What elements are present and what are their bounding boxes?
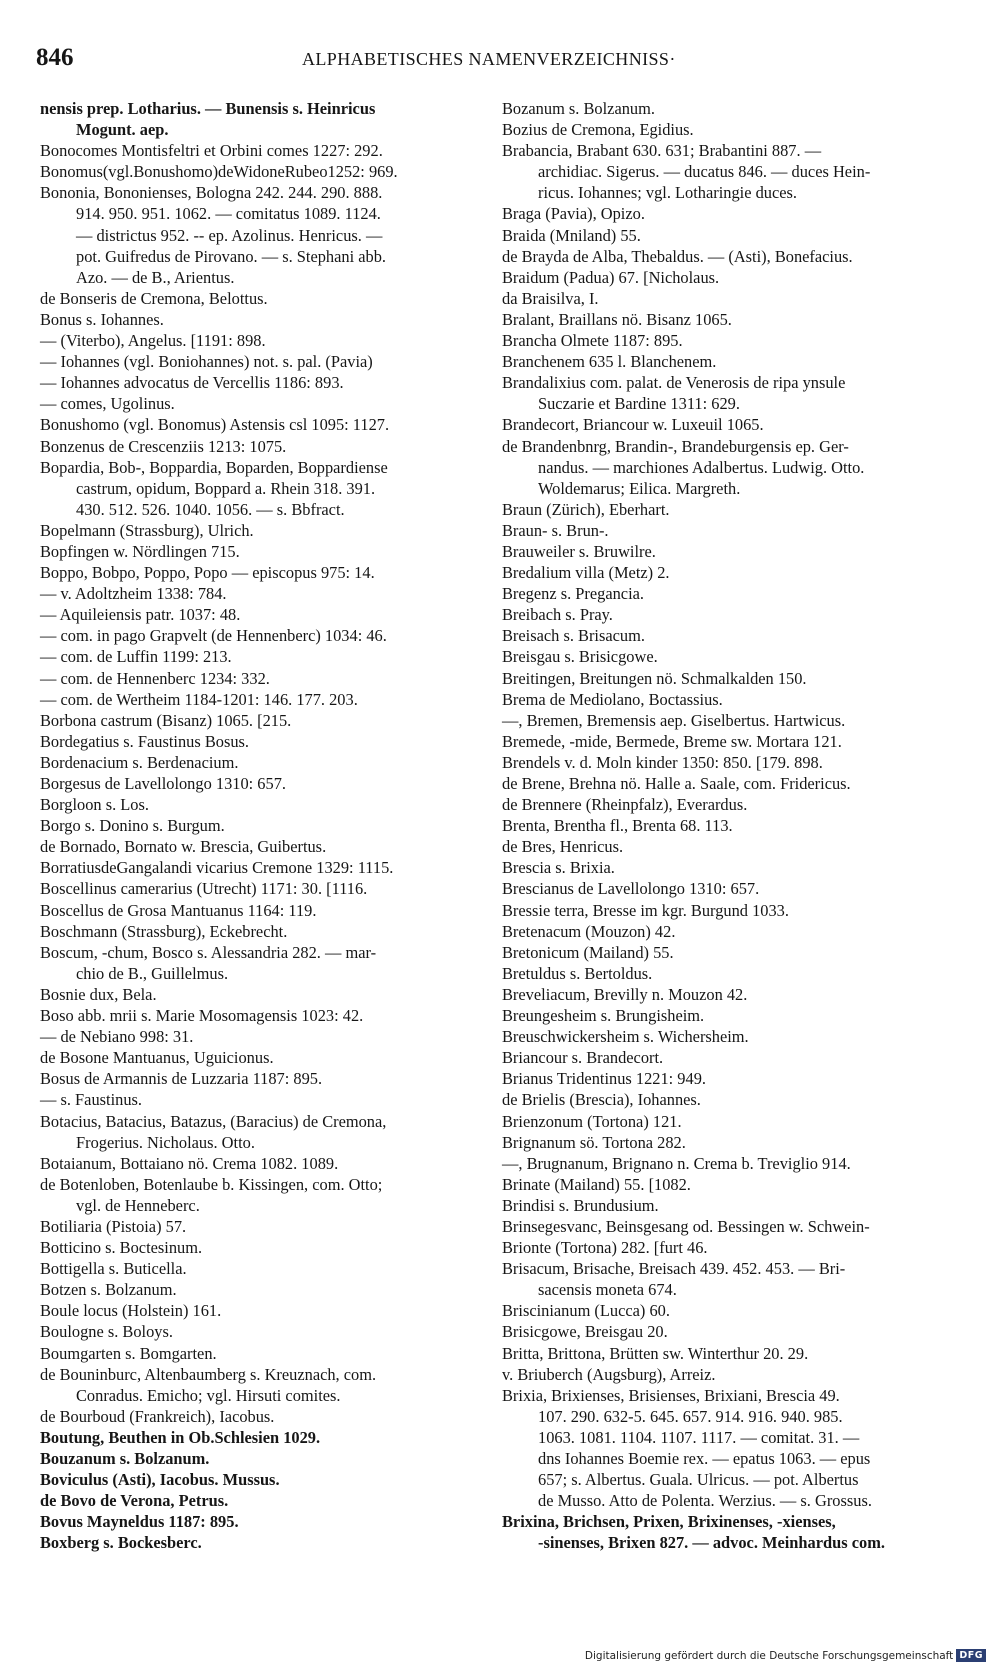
index-entry-line: Boppo, Bobpo, Poppo, Popo — episcopus 975: 14.: [40, 563, 375, 583]
index-entry-line: de Bonseris de Cremona, Belottus.: [40, 288, 268, 308]
index-entry-line: Brandalixius com. palat. de Venerosis de ripa ynsule: [502, 373, 846, 393]
index-entry-line: Bredalium villa (Metz) 2.: [502, 563, 670, 583]
index-entry-line: Brabancia, Brabant 630. 631; Brabantini 887. —: [502, 141, 822, 161]
index-entry-line: Bonzenus de Crescenziis 1213: 1075.: [40, 436, 287, 456]
index-entry-line: v. Briuberch (Augsburg), Arreiz.: [502, 1364, 716, 1384]
index-entry-line: Bopardia, Bob-, Boppardia, Boparden, Boppardiense: [40, 457, 388, 477]
index-entry-line: Boso abb. mrii s. Marie Mosomagensis 1023: 42.: [40, 1006, 364, 1026]
dfg-logo: DFG: [956, 1649, 986, 1662]
index-entry-line: — Iohannes advocatus de Vercellis 1186: 893.: [40, 373, 344, 393]
index-entry-line: Bonus s. Iohannes.: [40, 309, 164, 329]
index-entry-line: Bovus Mayneldus 1187: 895.: [40, 1512, 239, 1532]
index-entry-line: Breungesheim s. Brungisheim.: [502, 1006, 705, 1026]
index-entry-line: Botiliaria (Pistoia) 57.: [40, 1216, 187, 1236]
index-entry-line: Bretuldus s. Bertoldus.: [502, 963, 653, 983]
index-entry-line: — comes, Ugolinus.: [40, 394, 175, 414]
index-entry-line: Breisgau s. Brisicgowe.: [502, 647, 658, 667]
index-entry-line: Breibach s. Pray.: [502, 605, 613, 625]
index-entry-line: Brandecort, Briancour w. Luxeuil 1065.: [502, 415, 764, 435]
index-entry-line: Brescia s. Brixia.: [502, 858, 615, 878]
index-entry-line: Braida (Mniland) 55.: [502, 225, 641, 245]
index-entry-line: Boscellus de Grosa Mantuanus 1164: 119.: [40, 900, 317, 920]
index-entry-line: sacensis moneta 674.: [538, 1280, 677, 1300]
index-entry-line: — com. de Luffin 1199: 213.: [40, 647, 232, 667]
footer-credit: [585, 1649, 986, 1662]
index-entry-line: Botaianum, Bottaiano nö. Crema 1082. 1089.: [40, 1153, 339, 1173]
index-entry-line: Boscellinus camerarius (Utrecht) 1171: 30. [1116.: [40, 879, 368, 899]
index-entry-line: Azo. — de B., Arientus.: [76, 267, 235, 287]
index-entry-line: BorratiusdeGangalandi vicarius Cremone 1329: 1115.: [40, 858, 394, 878]
index-entry-line: Braun (Zürich), Eberhart.: [502, 499, 670, 519]
index-entry-line: — com. de Hennenberc 1234: 332.: [40, 668, 270, 688]
index-entry-line: Suczarie et Bardine 1311: 629.: [538, 394, 740, 414]
index-entry-line: — com. de Wertheim 1184-1201: 146. 177. 203.: [40, 689, 358, 709]
index-entry-line: Boumgarten s. Bomgarten.: [40, 1343, 217, 1363]
index-entry-line: Borbona castrum (Bisanz) 1065. [215.: [40, 710, 292, 730]
index-entry-line: de Bovo de Verona, Petrus.: [40, 1491, 229, 1511]
index-entry-line: Brancha Olmete 1187: 895.: [502, 331, 683, 351]
index-entry-line: nensis prep. Lotharius. — Bunensis s. Heinricus: [40, 99, 376, 118]
index-entry-line: de Brandenbnrg, Brandin-, Brandeburgensis ep. Ger-: [502, 436, 849, 456]
index-entry-line: Bordenacium s. Berdenacium.: [40, 752, 239, 772]
index-entry-line: Brixia, Brixienses, Brisienses, Brixiani, Brescia 49.: [502, 1385, 840, 1405]
index-entry-line: de Bourboud (Frankreich), Iacobus.: [40, 1406, 275, 1426]
index-entry-line: de Botenloben, Botenlaube b. Kissingen, com. Otto;: [40, 1174, 383, 1194]
index-entry-line: Boxberg s. Bockesberc.: [40, 1533, 202, 1553]
right-column: [502, 98, 947, 1553]
index-entry-line: Bozanum s. Bolzanum.: [502, 99, 655, 118]
index-entry-line: Brema de Mediolano, Boctassius.: [502, 689, 723, 709]
index-entry-line: —, Brugnanum, Brignano n. Crema b. Treviglio 914.: [502, 1153, 851, 1173]
index-entry-line: -sinenses, Brixen 827. — advoc. Meinhardus com.: [538, 1533, 885, 1553]
index-entry-line: dns Iohannes Boemie rex. — epatus 1063. — epus: [538, 1449, 871, 1468]
index-entry-line: Bopelmann (Strassburg), Ulrich.: [40, 520, 254, 540]
index-entry-line: Bregenz s. Pregancia.: [502, 584, 644, 604]
index-entry-line: Bopfingen w. Nördlingen 715.: [40, 541, 240, 561]
index-entry-line: Bosnie dux, Bela.: [40, 984, 157, 1004]
index-entry-line: castrum, opidum, Boppard a. Rhein 318. 391.: [76, 478, 376, 498]
index-entry-line: Bozius de Cremona, Egidius.: [502, 120, 694, 140]
index-entry-line: —, Bremen, Bremensis aep. Giselbertus. Hartwicus.: [502, 710, 846, 730]
index-entry-line: Brendels v. d. Moln kinder 1350: 850. [179. 898.: [502, 752, 823, 772]
index-entry-line: de Bornado, Bornato w. Brescia, Guibertus.: [40, 837, 327, 857]
index-entry-line: Boutung, Beuthen in Ob.Schlesien 1029.: [40, 1427, 321, 1447]
index-entry-line: da Braisilva, I.: [502, 288, 599, 308]
index-entry-line: Breuschwickersheim s. Wichersheim.: [502, 1027, 749, 1047]
index-entry-line: Briscinianum (Lucca) 60.: [502, 1301, 670, 1321]
index-entry-line: Brixina, Brichsen, Prixen, Brixinenses, -xienses,: [502, 1512, 836, 1532]
index-entry-line: Bretenacum (Mouzon) 42.: [502, 921, 676, 941]
index-entry-line: Brauweiler s. Bruwilre.: [502, 541, 656, 561]
index-entry-line: Boviculus (Asti), Iacobus. Mussus.: [40, 1470, 280, 1490]
index-entry-line: Brisacum, Brisache, Breisach 439. 452. 453. — Bri-: [502, 1259, 846, 1279]
index-entry-line: Brionte (Tortona) 282. [furt 46.: [502, 1238, 708, 1258]
index-entry-line: Boulogne s. Boloys.: [40, 1322, 173, 1342]
index-entry-line: Brinsegesvanc, Beinsgesang od. Bessingen w. Schwein-: [502, 1216, 870, 1236]
index-entry-line: Botacius, Batacius, Batazus, (Baracius) de Cremona,: [40, 1111, 387, 1131]
index-entry-line: Borgesus de Lavellolongo 1310: 657.: [40, 774, 286, 793]
index-entry-line: Bonushomo (vgl. Bonomus) Astensis csl 1095: 1127.: [40, 415, 390, 435]
left-column: [40, 98, 490, 1553]
index-entry-line: chio de B., Guillelmus.: [76, 963, 229, 983]
index-entry-line: 657; s. Albertus. Guala. Ulricus. — pot. Albertus: [538, 1470, 859, 1490]
index-entry-line: Borgloon s. Los.: [40, 795, 149, 815]
index-entry-line: Brescianus de Lavellolongo 1310: 657.: [502, 879, 760, 899]
index-entry-line: 1063. 1081. 1104. 1107. 1117. — comitat. 31. —: [538, 1427, 860, 1447]
index-entry-line: Bononia, Bononienses, Bologna 242. 244. 290. 888.: [40, 183, 383, 203]
index-entry-line: 914. 950. 951. 1062. — comitatus 1089. 1124.: [76, 204, 381, 224]
running-title: ALPHABETISCHES NAMENVERZEICHNISS·: [302, 49, 676, 69]
index-entry-line: Botzen s. Bolzanum.: [40, 1280, 177, 1300]
index-entry-line: Bressie terra, Bresse im kgr. Burgund 1033.: [502, 900, 789, 920]
index-entry-line: nandus. — marchiones Adalbertus. Ludwig. Otto.: [538, 457, 865, 477]
index-entry-line: Brenta, Brentha fl., Brenta 68. 113.: [502, 816, 733, 836]
index-entry-line: de Bres, Henricus.: [502, 837, 624, 857]
index-entry-line: Braidum (Padua) 67. [Nicholaus.: [502, 267, 720, 287]
index-entry-line: ricus. Iohannes; vgl. Lotharingie duces.: [538, 183, 797, 203]
index-entry-line: Breveliacum, Brevilly n. Mouzon 42.: [502, 984, 748, 1004]
index-entry-line: Woldemarus; Eilica. Margreth.: [538, 478, 741, 498]
index-entry-line: 107. 290. 632-5. 645. 657. 914. 916. 940. 985.: [538, 1406, 843, 1426]
page-number: 846: [36, 44, 74, 71]
index-entry-line: Briancour s. Brandecort.: [502, 1048, 664, 1068]
index-entry-line: Britta, Brittona, Brütten sw. Winterthur 20. 29.: [502, 1343, 809, 1363]
index-entry-line: — (Viterbo), Angelus. [1191: 898.: [40, 331, 266, 351]
index-entry-line: de Bouninburc, Altenbaumberg s. Kreuznach, com.: [40, 1364, 377, 1384]
index-entry-line: Breisach s. Brisacum.: [502, 626, 645, 646]
index-entry-line: Braga (Pavia), Opizo.: [502, 204, 645, 224]
index-entry-line: Brinate (Mailand) 55. [1082.: [502, 1174, 691, 1194]
page-header: [36, 44, 936, 78]
index-entry-line: Botticino s. Boctesinum.: [40, 1238, 203, 1258]
index-entry-line: 430. 512. 526. 1040. 1056. — s. Bbfract.: [76, 499, 345, 519]
index-entry-line: archidiac. Sigerus. — ducatus 846. — duces Hein-: [538, 162, 871, 182]
index-entry-line: de Brennere (Rheinpfalz), Everardus.: [502, 795, 748, 815]
index-entry-line: Braun- s. Brun-.: [502, 520, 609, 540]
index-entry-line: Bouzanum s. Bolzanum.: [40, 1449, 210, 1468]
index-entry-line: Breitingen, Breitungen nö. Schmalkalden 150.: [502, 668, 807, 688]
index-entry-line: — districtus 952. -- ep. Azolinus. Henricus. —: [76, 225, 383, 245]
index-entry-line: Brisicgowe, Breisgau 20.: [502, 1322, 668, 1342]
index-entry-line: Brienzonum (Tortona) 121.: [502, 1111, 682, 1131]
index-entry-line: vgl. de Henneberc.: [76, 1195, 200, 1215]
index-entry-line: — s. Faustinus.: [40, 1090, 143, 1110]
index-entry-line: pot. Guifredus de Pirovano. — s. Stephani abb.: [76, 246, 387, 266]
index-entry-line: — Aquileiensis patr. 1037: 48.: [40, 605, 241, 625]
index-entry-line: Mogunt. aep.: [76, 120, 169, 140]
index-entry-line: — Iohannes (vgl. Boniohannes) not. s. pal. (Pavia): [40, 352, 373, 372]
index-entry-line: de Brielis (Brescia), Iohannes.: [502, 1090, 701, 1110]
index-entry-line: Branchenem 635 l. Blanchenem.: [502, 352, 717, 372]
index-entry-line: de Brayda de Alba, Thebaldus. — (Asti), Bonefacius.: [502, 246, 853, 266]
index-entry-line: Brindisi s. Brundusium.: [502, 1195, 659, 1215]
index-entry-line: Bretonicum (Mailand) 55.: [502, 942, 674, 962]
index-entry-line: Bralant, Braillans nö. Bisanz 1065.: [502, 309, 732, 329]
index-entry-line: Boscum, -chum, Bosco s. Alessandria 282. — mar-: [40, 942, 377, 962]
index-entry-line: Frogerius. Nicholaus. Otto.: [76, 1132, 255, 1152]
index-entry-line: Bremede, -mide, Bermede, Breme sw. Mortara 121.: [502, 731, 842, 751]
index-entry-line: Conradus. Emicho; vgl. Hirsuti comites.: [76, 1385, 341, 1405]
index-entry-line: — v. Adoltzheim 1338: 784.: [40, 584, 227, 604]
index-entry-line: de Bosone Mantuanus, Uguicionus.: [40, 1048, 274, 1068]
index-entry-line: Bottigella s. Buticella.: [40, 1259, 187, 1279]
index-entry-line: de Musso. Atto de Polenta. Werzius. — s. Grossus.: [538, 1491, 872, 1511]
index-entry-line: Brianus Tridentinus 1221: 949.: [502, 1069, 706, 1089]
index-entry-line: de Brene, Brehna nö. Halle a. Saale, com. Fridericus.: [502, 774, 851, 793]
index-entry-line: Bonocomes Montisfeltri et Orbini comes 1227: 292.: [40, 141, 383, 161]
index-entry-line: Brignanum sö. Tortona 282.: [502, 1132, 686, 1152]
index-entry-line: Bonomus(vgl.Bonushomo)deWidoneRubeo1252: 969.: [40, 162, 398, 182]
index-entry-line: Bosus de Armannis de Luzzaria 1187: 895.: [40, 1069, 323, 1089]
index-entry-line: — de Nebiano 998: 31.: [40, 1027, 194, 1047]
index-entry-line: Boschmann (Strassburg), Eckebrecht.: [40, 921, 288, 941]
footer-text: Digitalisierung gefördert durch die Deutsche Forschungsgemeinschaft: [584, 1649, 954, 1662]
index-entry-line: Boule locus (Holstein) 161.: [40, 1301, 222, 1321]
index-entry-line: Bordegatius s. Faustinus Bosus.: [40, 731, 249, 751]
index-entry-line: — com. in pago Grapvelt (de Hennenberc) 1034: 46.: [40, 626, 387, 646]
index-entry-line: Borgo s. Donino s. Burgum.: [40, 816, 225, 836]
